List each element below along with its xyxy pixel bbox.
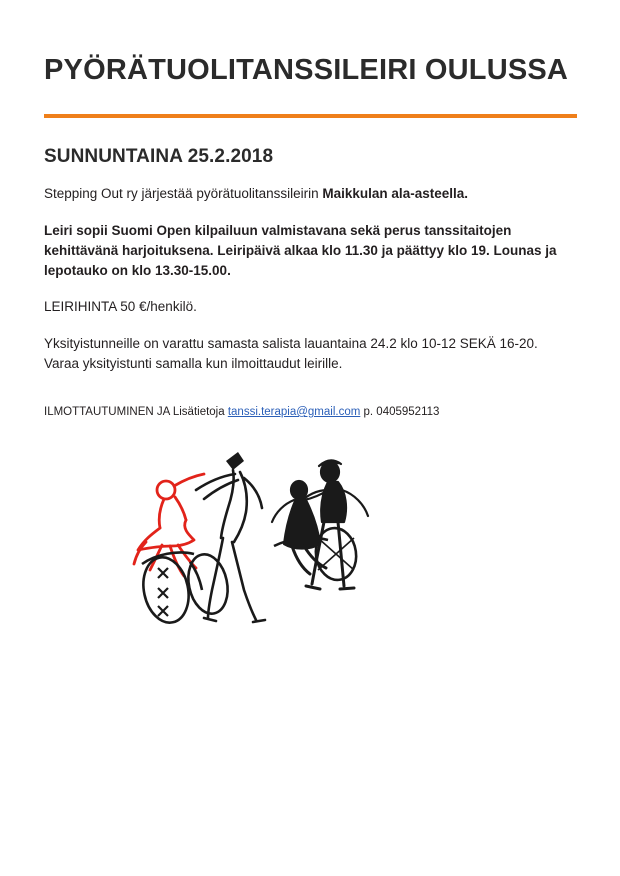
event-date-heading: SUNNUNTAINA 25.2.2018 xyxy=(44,146,274,168)
contact-email-link[interactable]: tanssi.terapia@gmail.com xyxy=(227,406,361,418)
right-scene xyxy=(272,461,368,590)
wheelchair-dance-illustration xyxy=(122,442,432,652)
contact-prefix: ILMOTTAUTUMINEN JA Lisätietoja xyxy=(44,406,228,418)
price-paragraph: LEIRIHINTA 50 €/henkilö. xyxy=(44,299,197,315)
contact-line xyxy=(44,404,576,420)
intro-venue-text: Maikkulan ala-asteella. xyxy=(322,186,468,202)
left-scene xyxy=(134,452,265,627)
private-lessons-paragraph: Yksityistunneille on varattu samasta salista lauantaina 24.2 klo 10-12 SEKÄ 16-20. Varaa yksityistunti samalla kun ilmoittaudut leirille. xyxy=(44,335,538,371)
contact-phone: p. 0405952113 xyxy=(360,406,440,418)
intro-paragraph xyxy=(44,184,576,204)
page-title: PYÖRÄTUOLITANSSILEIRI OULUSSA xyxy=(44,54,569,86)
title-divider xyxy=(44,114,577,118)
intro-plain-text: Stepping Out ry järjestää pyörätuolitanssileirin xyxy=(44,186,323,202)
details-paragraph: Leiri sopii Suomi Open kilpailuun valmistavana sekä perus tanssitaitojen kehittävänä harjoituksena. Leiripäivä alkaa klo 11.30 ja päättyy klo 19. Lounas ja lepotauko on klo 13.30-15.00. xyxy=(44,222,557,278)
artwork-svg xyxy=(122,442,432,652)
